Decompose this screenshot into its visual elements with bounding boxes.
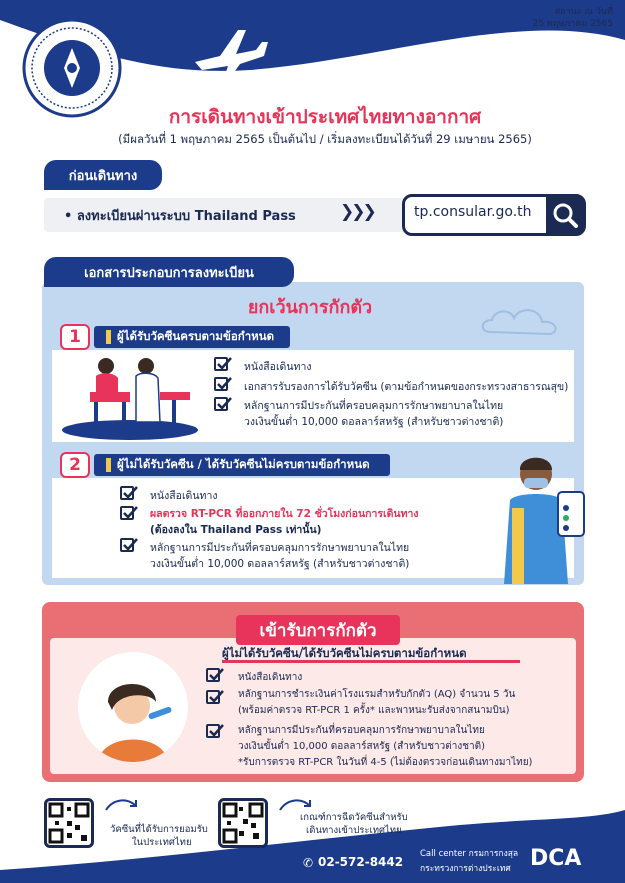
group1-number-badge: 1 (60, 324, 90, 350)
arrow-icon (104, 796, 140, 814)
search-icon (546, 196, 584, 234)
swab-test-illustration (78, 652, 188, 762)
quarantine-item: หลักฐานการมีประกันที่ครอบคลุมการรักษาพยาบาลในไทย (238, 725, 485, 736)
group1-item: หลักฐานการมีประกันที่ครอบคลุมการรักษาพยาบาลในไทย (244, 400, 504, 412)
group1-label-bar (94, 326, 290, 348)
group1-item: หนังสือเดินทาง (244, 361, 312, 373)
qr-code-criteria[interactable] (218, 798, 268, 848)
accent-mark (106, 330, 111, 344)
quarantine-sub-label: ผู้ไม่ได้รับวัคซีน/ได้รับวัคซีนไม่ครบตามข้อกำหนด (222, 646, 467, 660)
qr2-caption: เกณฑ์การฉีดวัคซีนสำหรับ (300, 812, 408, 823)
qr-code-vaccines[interactable] (44, 798, 94, 848)
group2-item: วงเงินขั้นต่ำ 10,000 ดอลลาร์สหรัฐ (สำหรับชาวต่างชาติ) (150, 558, 410, 570)
page-title: การเดินทางเข้าประเทศไทยทางอากาศ (168, 106, 482, 128)
checkbox-icon (214, 357, 228, 371)
callcenter-line1: Call center กรมการกงสุล (420, 849, 519, 859)
page-subtitle: (มีผลวันที่ 1 พฤษภาคม 2565 เป็นต้นไป / เริ่มลงทะเบียนได้วันที่ 29 เมษายน 2565) (118, 132, 532, 146)
checkbox-icon (214, 397, 228, 411)
before-travel-tab: ก่อนเดินทาง (44, 160, 162, 190)
qr2-caption-line2: เดินทางเข้าประเทศไทย (306, 825, 402, 836)
group2-number-badge: 2 (60, 452, 90, 478)
url-text[interactable]: tp.consular.go.th (414, 204, 532, 220)
documents-tab: เอกสารประกอบการลงทะเบียน (44, 257, 294, 287)
status-date-label: สถานะ ณ วันที่ (554, 7, 613, 17)
traveler-illustration (494, 452, 590, 584)
checkbox-icon (206, 668, 220, 682)
checkbox-icon (120, 506, 134, 520)
vaccination-illustration (60, 352, 200, 442)
arrows-icon: ❯❯❯ (340, 202, 374, 222)
checkbox-icon (120, 538, 134, 552)
search-button[interactable] (546, 196, 584, 234)
status-date-value: 25 พฤษภาคม 2565 (532, 19, 613, 29)
phone-icon: ✆ (303, 856, 314, 870)
airplane-icon (190, 22, 270, 82)
checkbox-icon (120, 486, 134, 500)
group2-item-pcr: ผลตรวจ RT-PCR ที่ออกภายใน 72 ชั่วโมงก่อนการเดินทาง (150, 508, 419, 520)
group2-item-note: (ต้องลงใน Thailand Pass เท่านั้น) (150, 524, 322, 536)
dca-logo: DCA (530, 846, 582, 871)
group2-label: ผู้ไม่ได้รับวัคซีน / ได้รับวัคซีนไม่ครบตามข้อกำหนด (117, 457, 370, 471)
group2-item: หลักฐานการมีประกันที่ครอบคลุมการรักษาพยาบาลในไทย (150, 542, 410, 554)
group1-label: ผู้ได้รับวัคซีนครบตามข้อกำหนด (117, 329, 275, 343)
quarantine-item: วงเงินขั้นต่ำ 10,000 ดอลลาร์สหรัฐ (สำหรับชาวต่างชาติ) (238, 741, 486, 752)
group2-label-bar (94, 454, 390, 476)
exempt-heading: ยกเว้นการกักตัว (247, 297, 373, 318)
group1-item: วงเงินขั้นต่ำ 10,000 ดอลลาร์สหรัฐ (สำหรับชาวต่างชาติ) (244, 416, 504, 428)
callcenter-line2: กระทรวงการต่างประเทศ (420, 864, 511, 874)
quarantine-item: หนังสือเดินทาง (238, 672, 303, 683)
quarantine-sub-underline (222, 660, 520, 663)
phone-number[interactable]: 02-572-8442 (318, 855, 404, 869)
group1-item: เอกสารรับรองการได้รับวัคซีน (ตามข้อกำหนดของกระทรวงสาธารณสุข) (244, 381, 569, 393)
checkbox-icon (214, 377, 228, 391)
register-instruction: • ลงทะเบียนผ่านระบบ Thailand Pass (64, 209, 296, 224)
quarantine-item: (พร้อมค่าตรวจ RT-PCR 1 ครั้ง* และพาหนะรับส่งจากสนามบิน) (238, 705, 510, 716)
checkbox-icon (206, 690, 220, 704)
quarantine-item: หลักฐานการชำระเงินค่าโรงแรมสำหรับกักตัว (AQ) จำนวน 5 วัน (238, 689, 516, 700)
quarantine-heading: เข้ารับการกักตัว (236, 615, 400, 645)
group2-item: หนังสือเดินทาง (150, 490, 218, 502)
qr1-caption-line2: ในประเทศไทย (132, 837, 192, 848)
checkbox-icon (206, 724, 220, 738)
quarantine-footnote: *รับการตรวจ RT-PCR ในวันที่ 4-5 (ไม่ต้องตรวจก่อนเดินทางมาไทย) (238, 757, 533, 768)
qr1-caption: วัคซีนที่ได้รับการยอมรับ (110, 824, 208, 835)
accent-mark (106, 458, 111, 472)
